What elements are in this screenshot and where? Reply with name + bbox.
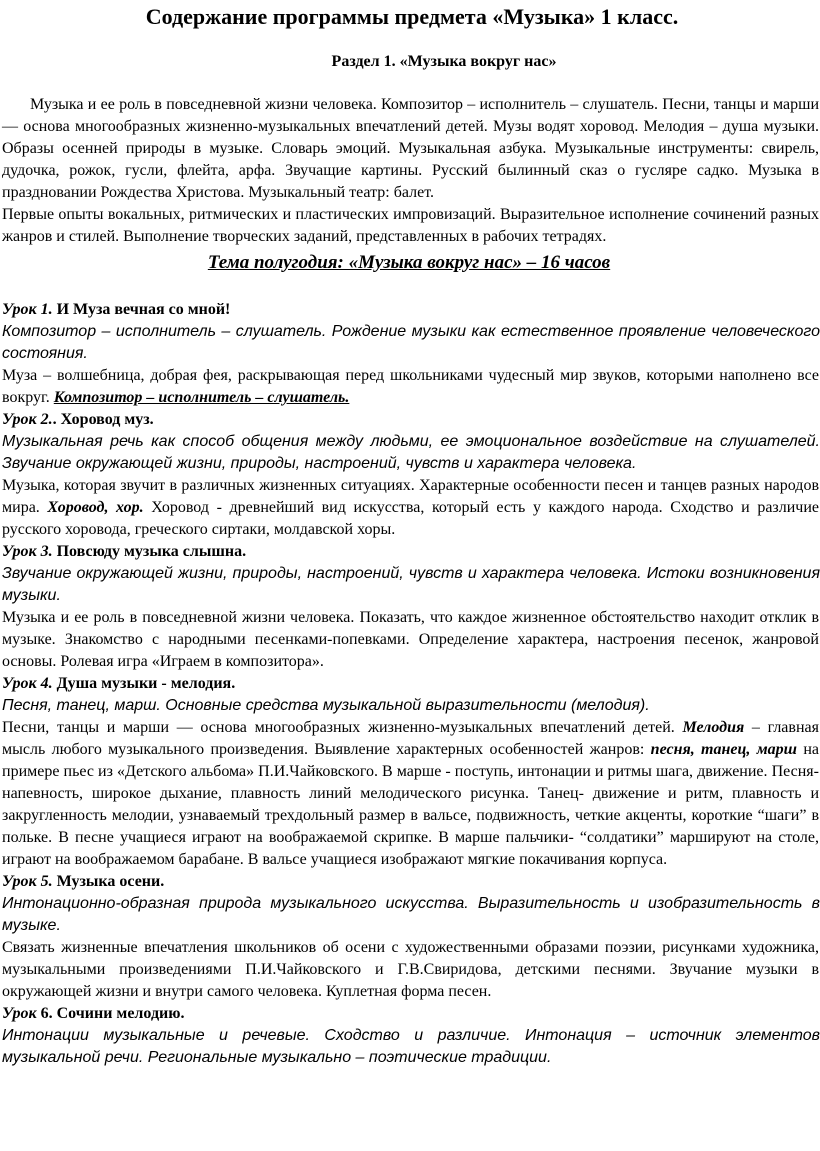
lesson-heading [2, 871, 816, 893]
lesson-number: Урок 3. [2, 543, 53, 560]
lesson-key-terms: Композитор – исполнитель – слушатель. [53, 389, 350, 406]
lesson-title: 6. Сочини мелодию. [36, 1005, 185, 1022]
lesson-subtitle: Интонационно-образная природа музыкального искусства. Выразительность и изобразительность в музыке. [2, 895, 820, 934]
lesson-body [2, 717, 819, 871]
lesson-subtitle: Композитор – исполнитель – слушатель. Рождение музыки как естественное проявление человеческого состояния. [2, 323, 820, 362]
lesson-key-terms: песня, танец, марш [650, 741, 797, 758]
lesson-number: Урок 5. [2, 873, 53, 890]
lesson-4 [2, 673, 820, 871]
lesson-5 [2, 871, 820, 1003]
lesson-number: Урок 1. [2, 301, 53, 318]
page-title: Содержание программы предмета «Музыка» 1 класс. [145, 4, 679, 29]
lesson-title: Повсюду музыка слышна. [52, 543, 247, 560]
lesson-subtitle: Песня, танец, марш. Основные средства музыкальной выразительности (мелодия). [2, 697, 650, 714]
lesson-number: Урок 2. [2, 411, 53, 428]
section-heading: Раздел 1. «Музыка вокруг нас» [331, 53, 557, 70]
lesson-body-text: на примере пьес из «Детского альбома» П.И.Чайковского. В марше - поступь, интонации и ритмы шага, движение. Песня- напевность, широкое дыхание, плавность линий мелодического рисунка. Танец- движение и ритм, плавность и закругленность мелодии, узнаваемый трехдольный размер в вальсе, подвижность, четкие акценты, короткие “шаги” в польке. В песне учащиеся играют на воображаемой скрипке. В марше пальчики- “солдатики” маршируют на столе, играют на воображаемом барабане. В вальсе учащиеся изображают мягкие покачивания корпуса. [2, 741, 820, 868]
lesson-heading [2, 299, 816, 321]
lesson-title: . Хоровод муз. [52, 411, 154, 428]
lesson-body: Музыка и ее роль в повседневной жизни человека. Показать, что каждое жизненное обстоятельство находит отклик в музыке. Знакомство с народными песенками-попевками. Определение характера, настроения песенок, жанровой основы. Ролевая игра «Играем в композитора». [2, 609, 819, 670]
lesson-number: Урок [2, 1005, 37, 1022]
lesson-body [2, 475, 819, 541]
lesson-heading [2, 1003, 816, 1025]
lesson-key-terms: Мелодия [682, 719, 745, 736]
lesson-body-text: Песни, танцы и марши — основа многообразных жизненно-музыкальных впечатлений детей. [2, 719, 683, 736]
lesson-title: И Муза вечная со мной! [52, 301, 231, 318]
lesson-3 [2, 541, 820, 673]
lesson-heading [2, 541, 816, 563]
lesson-heading [2, 409, 816, 431]
lesson-6 [2, 1003, 820, 1069]
lesson-body-text: Муза – волшебница, добрая фея, раскрывающая перед школьниками чудесный мир звуков, которыми наполнено все вокруг. [2, 367, 819, 406]
lesson-title: Душа музыки - мелодия. [52, 675, 236, 692]
lesson-key-terms: Хоровод, хор. [47, 499, 144, 516]
lesson-number: Урок 4. [2, 675, 53, 692]
lesson-heading [2, 673, 816, 695]
lesson-body-text: Хоровод - древнейший вид искусства, который есть у каждого народа. Сходство и различие русского хоровода, греческого сиртаки, молдавской хоры. [2, 499, 820, 538]
lesson-title: Музыка осени. [52, 873, 165, 890]
lesson-body-text: – главная мысль любого музыкального произведения. Выявление характерных особенностей жанров: [2, 719, 819, 758]
lesson-subtitle: Звучание окружающей жизни, природы, настроений, чувств и характера человека. Истоки возникновения музыки. [2, 565, 820, 604]
lesson-body: Связать жизненные впечатления школьников об осени с художественными образами поэзии, рисунками художника, музыкальными произведениями П.И.Чайковского и Г.В.Свиридова, детскими песнями. Звучание музыки в окружающей жизни и внутри самого человека. Куплетная форма песен. [2, 939, 819, 1000]
lesson-body-text: Музыка, которая звучит в различных жизненных ситуациях. Характерные особенности песен и танцев разных народов мира. [2, 477, 819, 516]
intro-paragraph-2: Первые опыты вокальных, ритмических и пластических импровизаций. Выразительное исполнение сочинений разных жанров и стилей. Выполнение творческих заданий, представленных в рабочих тетрадях. [2, 206, 819, 245]
semester-theme-heading: Тема полугодия: «Музыка вокруг нас» – 16 часов [207, 252, 611, 273]
lesson-1 [2, 299, 820, 409]
lesson-subtitle: Музыкальная речь как способ общения между людьми, ее эмоциональное воздействие на слушателей. Звучание окружающей жизни, природы, настроений, чувств и характера человека. [2, 433, 820, 472]
lesson-body [2, 365, 819, 409]
intro-paragraph-1: Музыка и ее роль в повседневной жизни человека. Композитор – исполнитель – слушатель. Песни, танцы и марши — основа многообразных жизненно-музыкальных впечатлений детей. Музы водят хоровод. Мелодия – душа музыки. Образы осенней природы в музыке. Словарь эмоций. Музыкальная азбука. Музыкальные инструменты: свирель, дудочка, рожок, гусли, флейта, арфа. Звучащие картины. Русский былинный сказ о гусляре садко. Музыка в праздновании Рождества Христова. Музыкальный театр: балет. [2, 96, 819, 201]
lesson-subtitle: Интонации музыкальные и речевые. Сходство и различие. Интонация – источник элементов музыкальной речи. Региональные музыкально – поэтические традиции. [2, 1027, 820, 1066]
lesson-2 [2, 409, 820, 541]
